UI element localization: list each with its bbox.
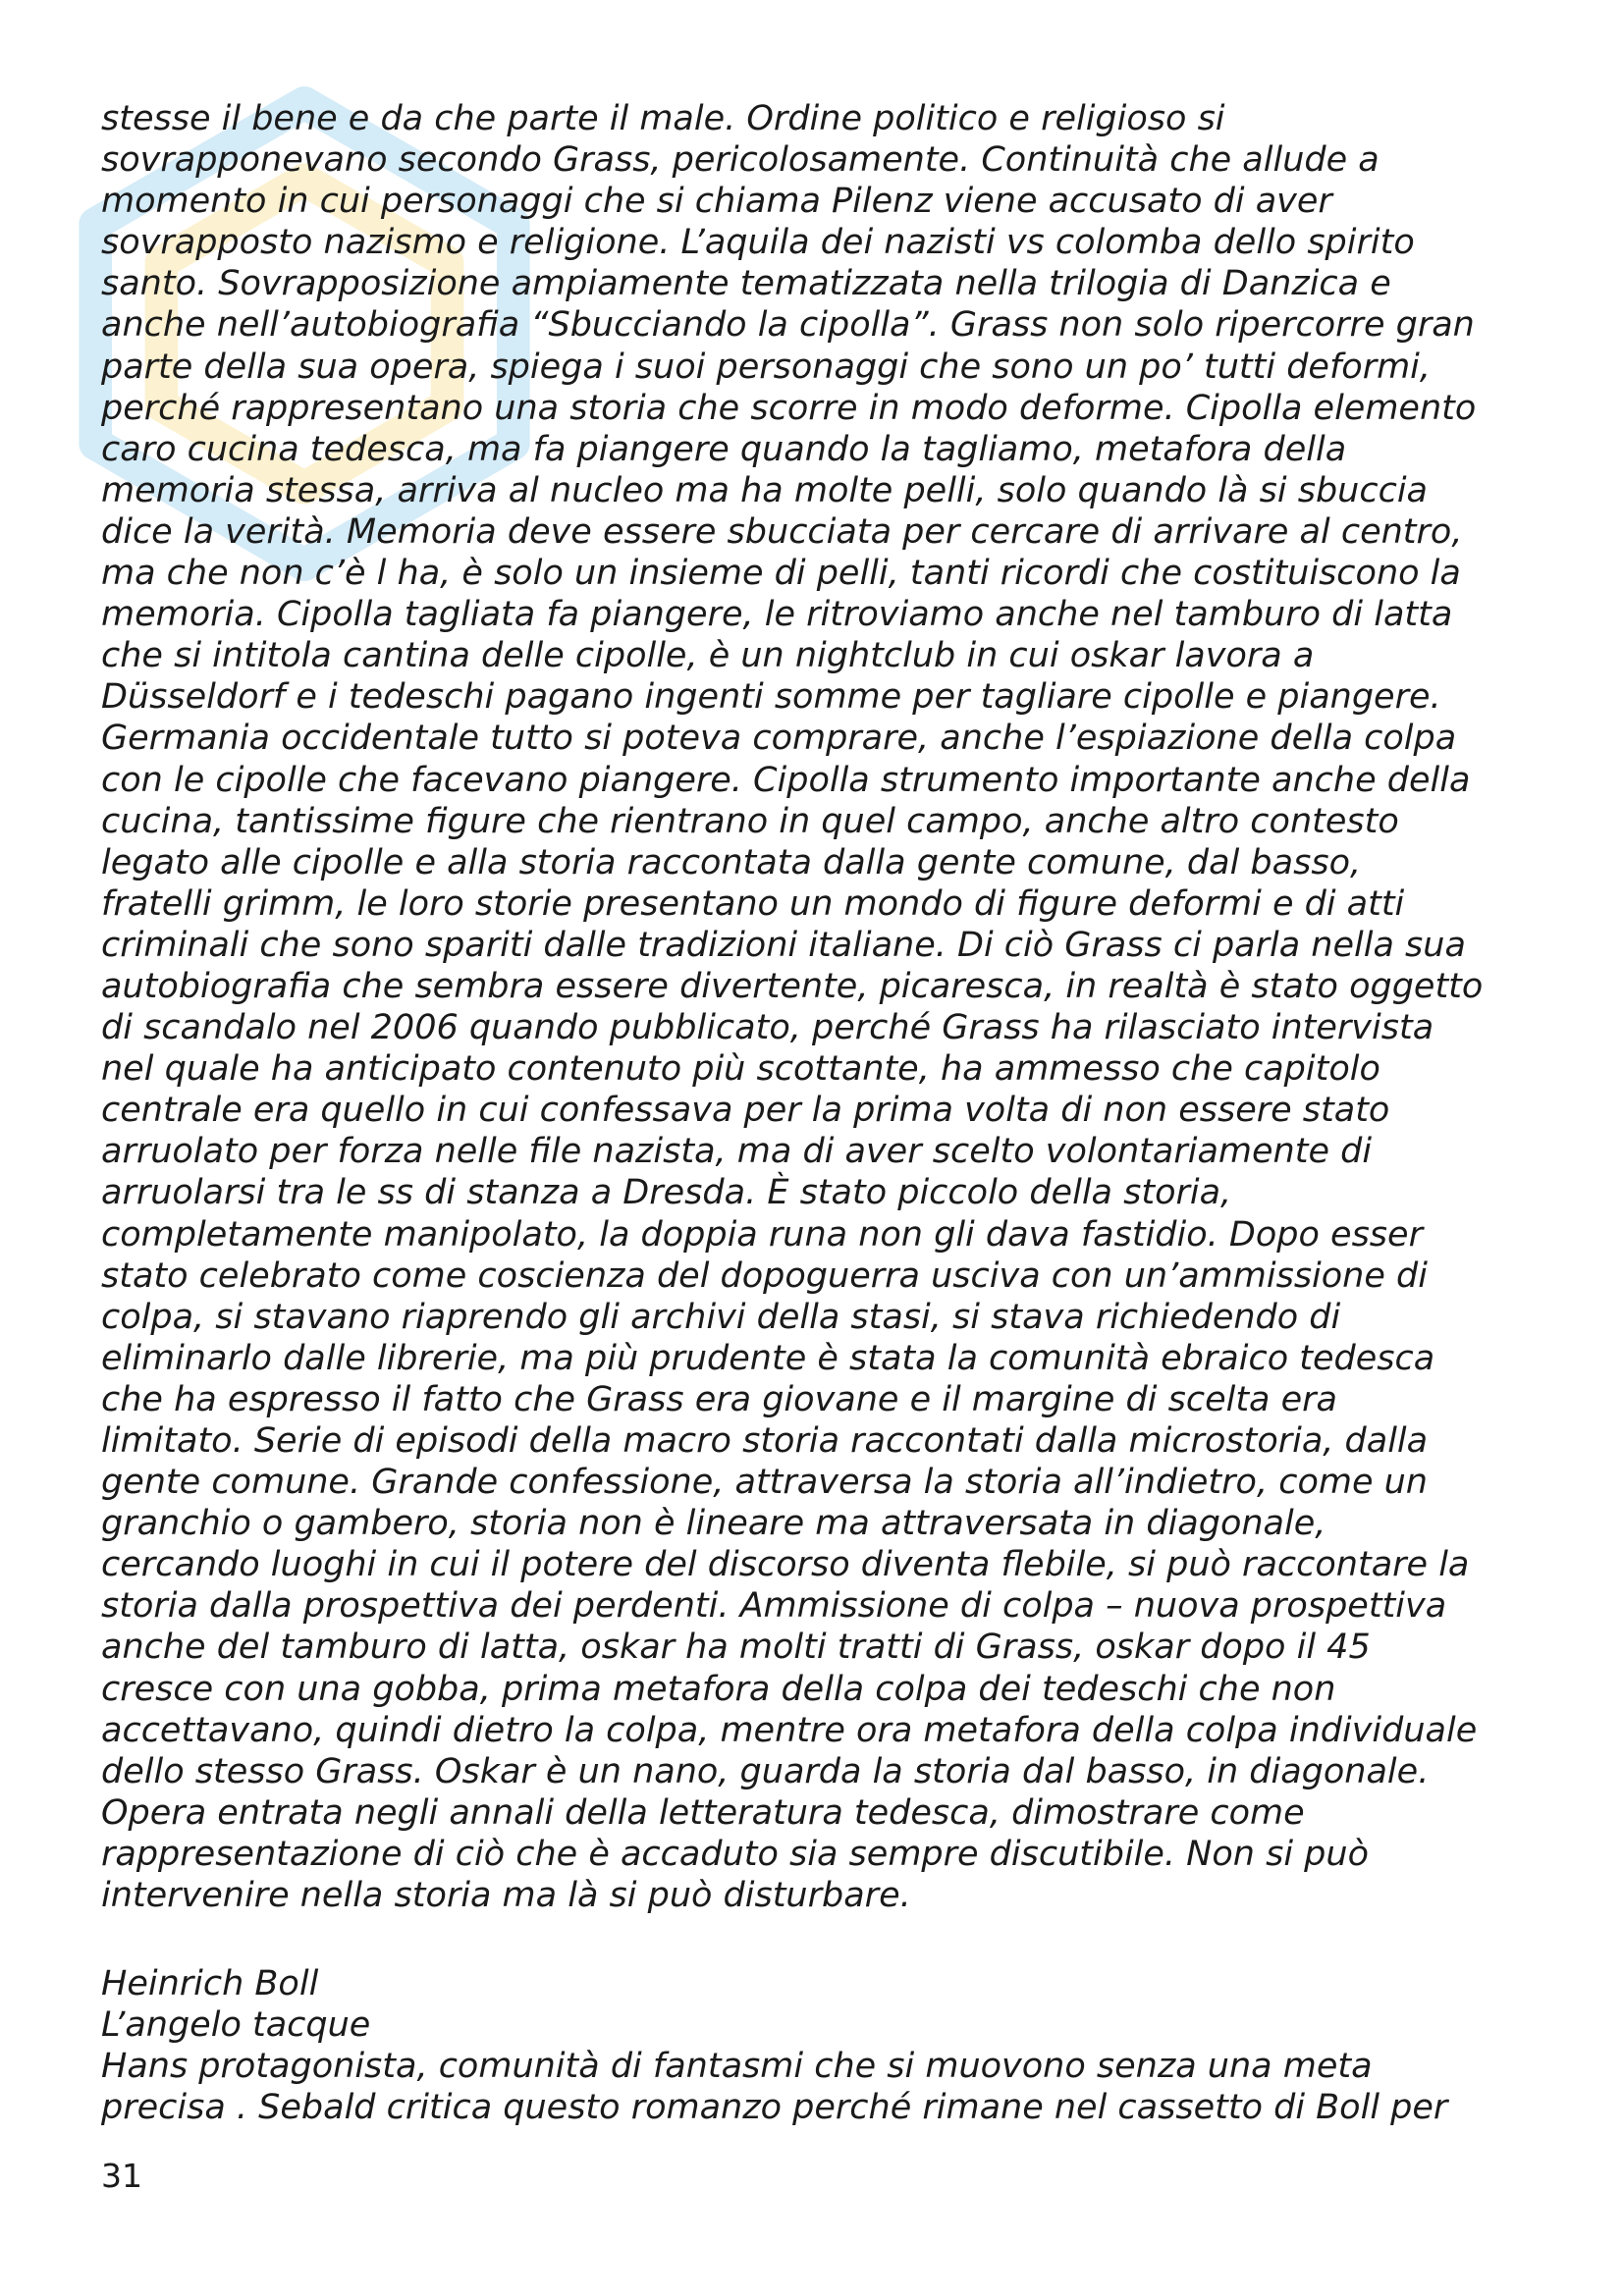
paragraph-line: anche nell’autobiografia “Sbucciando la cipolla”. Grass non solo ripercorre gran xyxy=(101,305,1475,346)
paragraph-line: storia dalla prospettiva dei perdenti. Ammissione di colpa – nuova prospettiva xyxy=(101,1586,1447,1627)
paragraph-line: che ha espresso il fatto che Grass era giovane e il margine di scelta era xyxy=(101,1379,1337,1419)
paragraph-line: fratelli grimm, le loro storie presentano un mondo di figure deformi e di atti xyxy=(101,883,1405,924)
paragraph-line: cresce con una gobba, prima metafora della colpa dei tedeschi che non xyxy=(101,1669,1336,1709)
section-title: L’angelo tacque xyxy=(101,2005,371,2046)
paragraph-line: intervenire nella storia ma là si può disturbare. xyxy=(101,1876,911,1916)
section-line: Hans protagonista, comunità di fantasmi che si muovono senza una meta xyxy=(101,2047,1373,2087)
paragraph-line: cucina, tantissime figure che rientrano in quel campo, anche altro contesto xyxy=(101,801,1399,841)
paragraph-line: granchio o gambero, storia non è lineare ma attraversata in diagonale, xyxy=(101,1504,1326,1544)
paragraph-line: eliminarlo dalle librerie, ma più prudente è stata la comunità ebraico tedesca xyxy=(101,1338,1435,1378)
paragraph-line: limitato. Serie di episodi della macro storia raccontati dalla microstoria, dalla xyxy=(101,1421,1429,1461)
paragraph-line: legato alle cipolle e alla storia raccontata dalla gente comune, dal basso, xyxy=(101,842,1362,882)
paragraph-line: cercando luoghi in cui il potere del discorso diventa flebile, si può raccontare la xyxy=(101,1545,1470,1585)
paragraph-line: stato celebrato come coscienza del dopoguerra usciva con un’ammissione di xyxy=(101,1255,1428,1296)
paragraph-line: memoria stessa, arriva al nucleo ma ha molte pelli, solo quando là si sbuccia xyxy=(101,470,1429,510)
paragraph-line: Düsseldorf e i tedeschi pagano ingenti somme per tagliare cipolle e piangere. xyxy=(101,677,1441,718)
paragraph-line: completamente manipolato, la doppia runa non gli dava fastidio. Dopo esser xyxy=(101,1214,1423,1255)
paragraph-line: stesse il bene e da che parte il male. Ordine politico e religioso si xyxy=(101,99,1225,138)
paragraph-line: che si intitola cantina delle cipolle, è un nightclub in cui oskar lavora a xyxy=(101,636,1315,676)
paragraph-line: accettavano, quindi dietro la colpa, mentre ora metafora della colpa individuale xyxy=(101,1710,1478,1750)
paragraph-line: di scandalo nel 2006 quando pubblicato, perché Grass ha rilasciato intervista xyxy=(101,1008,1434,1048)
paragraph-line: memoria. Cipolla tagliata fa piangere, le ritroviamo anche nel tamburo di latta xyxy=(101,595,1453,635)
section-line: precisa . Sebald critica questo romanzo perché rimane nel cassetto di Boll per xyxy=(101,2088,1448,2128)
paragraph-line: dice la verità. Memoria deve essere sbucciata per cercare di arrivare al centro, xyxy=(101,511,1463,552)
page-number: 31 xyxy=(101,2157,142,2195)
paragraph-line: Germania occidentale tutto si poteva comprare, anche l’espiazione della colpa xyxy=(101,719,1457,759)
paragraph-line: criminali che sono spariti dalle tradizioni italiane. Di ciò Grass ci parla nella sua xyxy=(101,925,1466,965)
paragraph-line: anche del tamburo di latta, oskar ha molti tratti di Grass, oskar dopo il 45 xyxy=(101,1628,1371,1668)
paragraph-line: momento in cui personaggi che si chiama Pilenz viene accusato di aver xyxy=(101,182,1332,222)
paragraph-line: rappresentazione di ciò che è accaduto sia sempre discutibile. Non si può xyxy=(101,1834,1369,1874)
paragraph-line: santo. Sovrapposizione ampiamente tematizzata nella trilogia di Danzica e xyxy=(101,264,1391,304)
book-section xyxy=(101,1963,1535,2128)
paragraph-line: colpa, si stavano riaprendo gli archivi della stasi, si stava richiedendo di xyxy=(101,1297,1341,1337)
paragraph-line: sovrapponevano secondo Grass, pericolosamente. Continuità che allude a xyxy=(101,140,1380,181)
paragraph-line: ma che non c’è l ha, è solo un insieme di pelli, tanti ricordi che costituiscono la xyxy=(101,554,1461,594)
paragraph-line: parte della sua opera, spiega i suoi personaggi che sono un po’ tutti deformi, xyxy=(101,347,1432,387)
paragraph-line: gente comune. Grande confessione, attraversa la storia all’indietro, come un xyxy=(101,1463,1428,1503)
paragraph-line: con le cipolle che facevano piangere. Cipolla strumento importante anche della xyxy=(101,760,1471,800)
paragraph-line: Opera entrata negli annali della letteratura tedesca, dimostrare come xyxy=(101,1792,1305,1833)
paragraph-line: dello stesso Grass. Oskar è un nano, guarda la storia dal basso, in diagonale. xyxy=(101,1751,1430,1791)
paragraph-line: arruolato per forza nelle file nazista, ma di aver scelto volontariamente di xyxy=(101,1132,1373,1172)
paragraph-line: arruolarsi tra le ss di stanza a Dresda. È stato piccolo della storia, xyxy=(101,1173,1232,1213)
section-author: Heinrich Boll xyxy=(101,1964,319,2003)
body-paragraph xyxy=(101,98,1535,1916)
paragraph-line: perché rappresentano una storia che scorre in modo deforme. Cipolla elemento xyxy=(101,388,1477,428)
paragraph-line: sovrapposto nazismo e religione. L’aquila dei nazisti vs colomba dello spirito xyxy=(101,223,1415,263)
paragraph-line: caro cucina tedesca, ma fa piangere quando la tagliamo, metafora della xyxy=(101,429,1347,469)
paragraph-line: centrale era quello in cui confessava per la prima volta di non essere stato xyxy=(101,1091,1390,1131)
paragraph-line: nel quale ha anticipato contenuto più scottante, ha ammesso che capitolo xyxy=(101,1049,1380,1090)
paragraph-line: autobiografia che sembra essere divertente, picaresca, in realtà è stato oggetto xyxy=(101,966,1484,1006)
